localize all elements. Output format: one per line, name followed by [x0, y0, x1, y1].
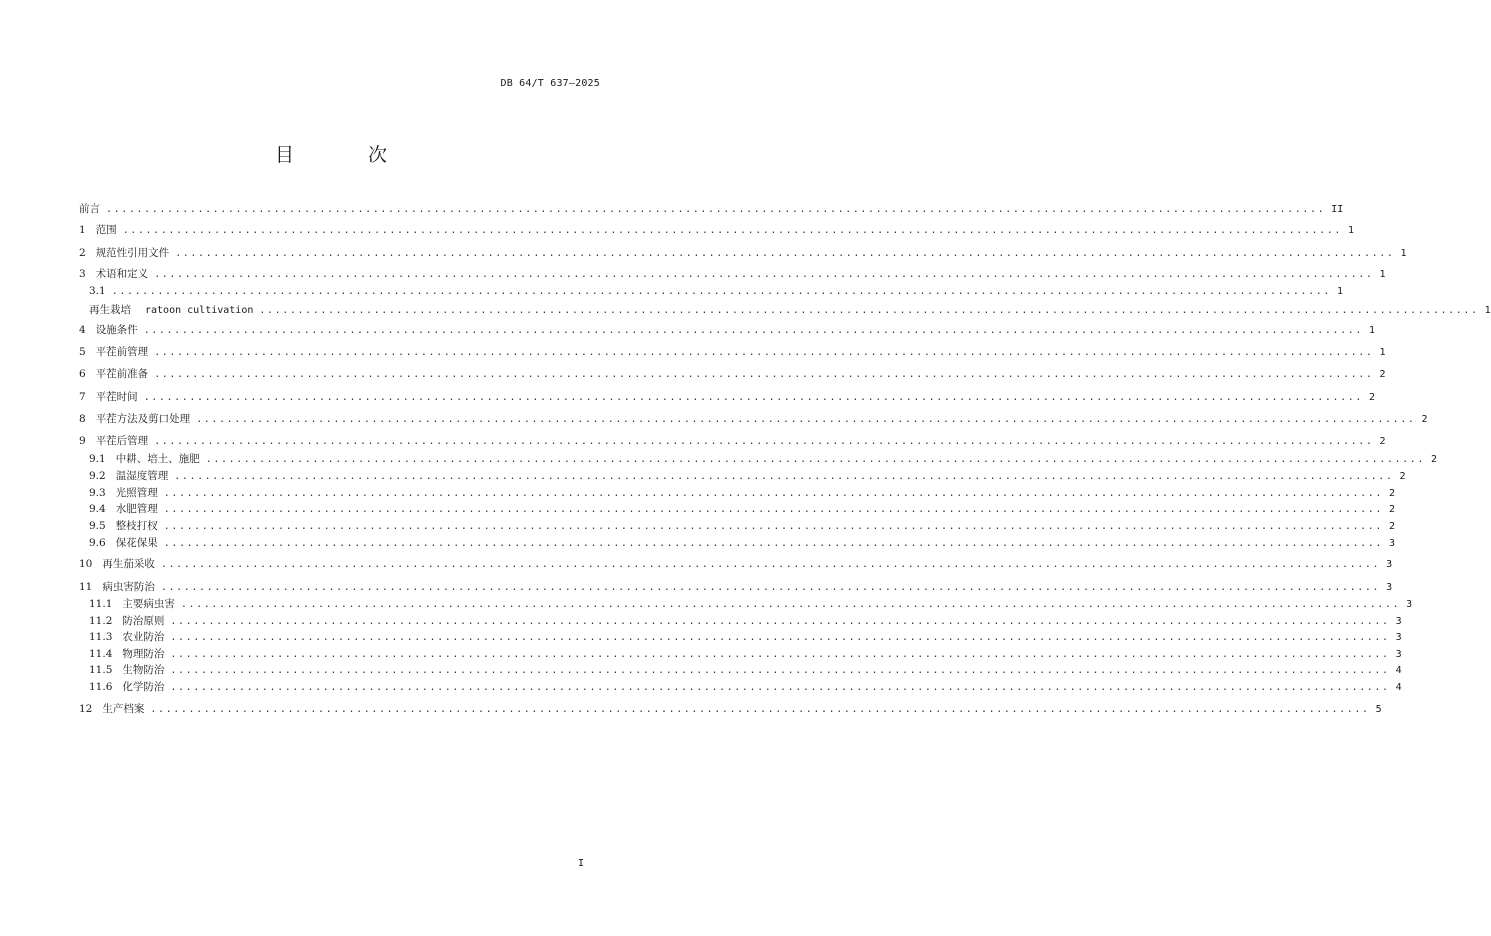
- footer-page-number: I: [577, 858, 584, 869]
- toc-entry-label: [79, 344, 148, 359]
- toc-leader-dots: ................................................................................................................................................................: [154, 347, 1374, 358]
- toc-entry-page: 1: [1336, 286, 1344, 297]
- toc-entry-title: 平茬方法及剪口处理: [95, 413, 191, 425]
- toc-entry-number: 9.6: [89, 537, 106, 549]
- toc-entry-label: [89, 302, 253, 317]
- toc-entry-label: [89, 501, 158, 516]
- toc-entry-label: [89, 285, 106, 297]
- toc-entry-page: 3: [1395, 632, 1402, 643]
- toc-entry[interactable]: [79, 411, 1428, 427]
- toc-entry-number: 7: [79, 391, 86, 403]
- toc-entry[interactable]: [79, 468, 1406, 484]
- toc-entry-number: 4: [79, 324, 86, 336]
- toc-entry-title: 平茬后管理: [95, 435, 149, 447]
- toc-entry-page: 2: [1379, 436, 1386, 447]
- toc-leader-dots: ................................................................................................................................................................: [170, 632, 1390, 643]
- toc-entry-label: [89, 518, 158, 533]
- toc-entry-title: 规范性引用文件: [95, 247, 170, 259]
- toc-entry-page: 2: [1388, 488, 1396, 499]
- toc-entry-label: [79, 266, 148, 281]
- toc-entry-number: 11.6: [89, 681, 113, 693]
- toc-entry-page: 2: [1379, 369, 1386, 380]
- toc-entry-title: 主要病虫害: [122, 598, 175, 610]
- toc-entry-label: [79, 222, 117, 237]
- toc-leader-dots: ................................................................................................................................................................: [111, 286, 1331, 297]
- toc-entry-page: 2: [1430, 454, 1438, 465]
- toc-entry-title: 物理防治: [122, 648, 165, 660]
- toc-entry-page: 1: [1368, 325, 1375, 336]
- toc-entry-label: [89, 451, 200, 466]
- toc-entry[interactable]: [79, 245, 1407, 261]
- toc-entry-page: II: [1331, 204, 1344, 215]
- toc-leader-dots: ................................................................................................................................................................: [150, 704, 1370, 715]
- toc-entry-label: [89, 662, 164, 677]
- toc-leader-dots: ................................................................................................................................................................: [143, 325, 1363, 336]
- toc-entry[interactable]: [79, 556, 1393, 572]
- toc-entry-number: 6: [79, 368, 86, 380]
- toc-entry-number: 11.2: [89, 615, 113, 627]
- toc-leader-dots: ................................................................................................................................................................: [160, 582, 1381, 593]
- toc-entry-title: 平茬前准备: [95, 368, 149, 380]
- toc-leader-dots: ................................................................................................................................................................: [170, 682, 1390, 693]
- toc-entry-page: 3: [1386, 582, 1393, 593]
- toc-entry[interactable]: [79, 366, 1386, 382]
- toc-entry-page: 2: [1421, 414, 1428, 425]
- toc-entry[interactable]: [79, 596, 1413, 612]
- toc-leader-dots: ................................................................................................................................................................: [154, 269, 1374, 280]
- toc-entry-label: [89, 679, 164, 694]
- toc-entry-number: 9.3: [89, 487, 106, 499]
- toc-entry-number: 9.5: [89, 520, 106, 532]
- toc-entry-page: 3: [1395, 649, 1402, 660]
- toc-entry-page: 3: [1395, 616, 1402, 627]
- toc-entry-number: 11.3: [89, 631, 113, 643]
- toc-leader-dots: ................................................................................................................................................................: [154, 369, 1374, 380]
- toc-entry[interactable]: [79, 535, 1396, 551]
- toc-entry-number: 8: [79, 413, 86, 425]
- toc-entry-page: 2: [1399, 471, 1406, 482]
- toc-entry-title: 中耕、培土、施肥: [115, 453, 200, 465]
- toc-entry-page: 2: [1388, 521, 1396, 532]
- toc-entry-number: 9.4: [89, 503, 106, 515]
- toc-entry[interactable]: [79, 701, 1382, 717]
- toc-entry-title: 平茬时间: [95, 391, 138, 403]
- toc-entry-title: 整枝打杈: [115, 520, 158, 532]
- toc-entry[interactable]: [79, 285, 1344, 301]
- toc-leader-dots: ................................................................................................................................................................: [196, 414, 1416, 425]
- toc-entry-label: [79, 322, 138, 337]
- toc-leader-dots: ................................................................................................................................................................: [154, 436, 1374, 447]
- toc-entry-label: [79, 579, 155, 594]
- toc-entry-page: 3: [1386, 559, 1393, 570]
- toc-entry[interactable]: [79, 485, 1396, 501]
- toc-entry-number: 3: [79, 268, 86, 280]
- toc-entry-title: 平茬前管理: [95, 346, 149, 358]
- toc-entry-number: 11.5: [89, 664, 113, 676]
- toc-entry[interactable]: [79, 646, 1402, 662]
- toc-entry-title: 病虫害防治: [102, 581, 155, 593]
- toc-leader-dots: ................................................................................................................................................................: [143, 392, 1363, 403]
- toc-leader-dots: ................................................................................................................................................................: [170, 616, 1390, 627]
- toc-entry-page: 2: [1388, 504, 1396, 515]
- toc-entry-title: 术语和定义: [95, 268, 149, 280]
- toc-entry[interactable]: [79, 222, 1354, 238]
- toc-entry-number: 3.1: [89, 285, 106, 297]
- toc-entry[interactable]: [79, 344, 1386, 360]
- toc-entry-label: [79, 433, 148, 448]
- toc-leader-dots: ................................................................................................................................................................: [160, 559, 1381, 570]
- toc-leader-dots: ................................................................................................................................................................: [106, 204, 1326, 215]
- toc-entry-page: 5: [1375, 704, 1382, 715]
- toc-entry-page: 3: [1406, 599, 1413, 610]
- toc-entry-title: 再生栽培: [89, 304, 131, 316]
- toc-entry-number: 11.1: [89, 598, 113, 610]
- toc-entry-page: 1: [1379, 269, 1386, 280]
- toc-entry-label: [89, 596, 175, 611]
- toc-entry-page: 4: [1395, 682, 1402, 693]
- toc-entry-page: 1: [1379, 347, 1386, 358]
- toc-leader-dots: ................................................................................................................................................................: [259, 305, 1479, 316]
- toc-entry-number: 1: [79, 224, 86, 236]
- toc-entry-label: [79, 201, 100, 216]
- toc-entry-label: [89, 535, 158, 550]
- toc-leader-dots: ................................................................................................................................................................: [163, 488, 1383, 499]
- toc-entry-label: [79, 389, 138, 404]
- toc-entry-page: 1: [1347, 225, 1354, 236]
- toc-leader-dots: ................................................................................................................................................................: [170, 665, 1390, 676]
- toc-entry[interactable]: [79, 518, 1396, 534]
- toc-entry-label: [89, 646, 164, 661]
- toc-entry-title: 范围: [95, 224, 117, 236]
- toc-entry[interactable]: [79, 613, 1402, 629]
- toc-entry-label: [79, 366, 148, 381]
- toc-entry-label: [79, 701, 144, 716]
- toc-entry-label: [89, 468, 168, 483]
- toc-entry-label: [79, 556, 155, 571]
- toc-entry-page: 3: [1388, 538, 1396, 549]
- toc-entry-title: 温湿度管理: [115, 470, 169, 482]
- toc-leader-dots: ................................................................................................................................................................: [170, 649, 1390, 660]
- toc-entry-number: 5: [79, 346, 86, 358]
- toc-entry[interactable]: [79, 201, 1344, 217]
- toc-entry-number: 9.1: [89, 453, 106, 465]
- toc-entry-title: 设施条件: [95, 324, 138, 336]
- toc-entry-page: 2: [1368, 392, 1375, 403]
- toc-entry-title: 保花保果: [115, 537, 158, 549]
- toc-entry-number: 9: [79, 435, 86, 447]
- toc-leader-dots: ................................................................................................................................................................: [180, 599, 1401, 610]
- toc-entry[interactable]: [79, 629, 1402, 645]
- toc-entry-title: 再生茄采收: [102, 558, 155, 570]
- toc-entry[interactable]: [79, 662, 1402, 678]
- toc-entry-title: 化学防治: [122, 681, 165, 693]
- toc-entry-number: 2: [79, 247, 86, 259]
- toc-entry-label: [79, 245, 169, 260]
- toc-entry-english-term: ratoon cultivation: [145, 305, 254, 316]
- toc-entry-number: 11.4: [89, 648, 113, 660]
- toc-entry[interactable]: [79, 679, 1402, 695]
- toc-leader-dots: ................................................................................................................................................................: [163, 538, 1383, 549]
- toc-entry-number: 12: [79, 703, 93, 715]
- toc-entry-label: [79, 411, 190, 426]
- toc-leader-dots: ................................................................................................................................................................: [163, 521, 1383, 532]
- toc-entry[interactable]: [79, 501, 1396, 517]
- toc-entry-title: 农业防治: [122, 631, 165, 643]
- toc-entry-number: 10: [79, 558, 93, 570]
- toc-entry-title: 生产档案: [102, 703, 145, 715]
- toc-entry-number: 11: [79, 581, 93, 593]
- toc-entry-title: 前言: [79, 203, 100, 215]
- toc-entry-label: [89, 629, 164, 644]
- toc-leader-dots: ................................................................................................................................................................: [122, 225, 1342, 236]
- toc-leader-dots: ................................................................................................................................................................: [175, 248, 1395, 259]
- toc-entry-page: 4: [1395, 665, 1402, 676]
- toc-entry[interactable]: [79, 433, 1386, 449]
- toc-entry-page: 1: [1400, 248, 1407, 259]
- toc-entry[interactable]: [79, 322, 1375, 338]
- toc-leader-dots: ................................................................................................................................................................: [205, 454, 1425, 465]
- toc-entry-number: 9.2: [89, 470, 106, 482]
- toc-leader-dots: ................................................................................................................................................................: [174, 471, 1394, 482]
- toc-entry-title: 生物防治: [122, 664, 165, 676]
- toc-entry[interactable]: [79, 302, 1491, 318]
- toc-entry[interactable]: [79, 266, 1386, 282]
- toc-entry-title: 水肥管理: [115, 503, 158, 515]
- toc-entry-page: 1: [1484, 305, 1491, 316]
- toc-entry-title: 防治原则: [122, 615, 165, 627]
- toc-entry-label: [89, 613, 164, 628]
- toc-leader-dots: ................................................................................................................................................................: [163, 504, 1383, 515]
- toc-entry[interactable]: [79, 579, 1393, 595]
- toc-entry-label: [89, 485, 158, 500]
- toc-title: 目 次: [274, 144, 422, 166]
- toc-entry[interactable]: [79, 389, 1375, 405]
- toc-entry-title: 光照管理: [115, 487, 158, 499]
- toc-entry[interactable]: [79, 451, 1438, 467]
- document-code: DB 64/T 637—2025: [500, 78, 600, 89]
